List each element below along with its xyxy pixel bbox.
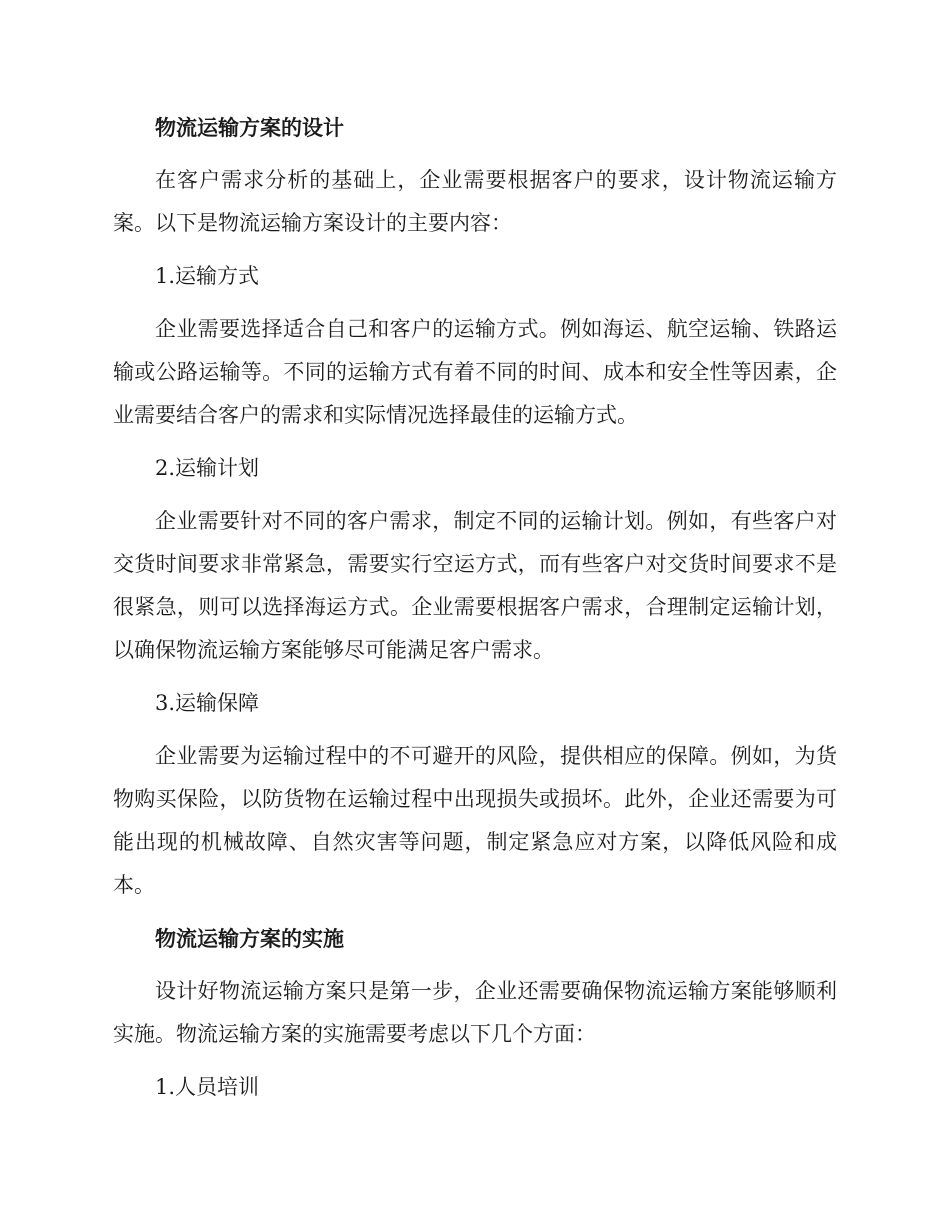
item-text-transport-mode: 企业需要选择适合自己和客户的运输方式。例如海运、航空运输、铁路运输或公路运输等。不同的运输方式有着不同的时间、成本和安全性等因素，企业需要结合客户的需求和实际情况选择最佳的运输方式。 — [113, 317, 837, 427]
item-title-transport-guarantee: 3.运输保障 — [155, 691, 260, 715]
section-heading-implementation: 物流运输方案的实施 — [155, 926, 344, 951]
item-title-transport-mode: 1.运输方式 — [155, 264, 260, 288]
section-intro-implementation: 设计好物流运输方案只是第一步，企业还需要确保物流运输方案能够顺利实施。物流运输方案的实施需要考虑以下几个方面： — [113, 979, 837, 1046]
section-intro-design: 在客户需求分析的基础上，企业需要根据客户的要求，设计物流运输方案。以下是物流运输方案设计的主要内容： — [113, 168, 837, 235]
item-title-transport-plan: 2.运输计划 — [155, 456, 260, 480]
item-text-transport-guarantee: 企业需要为运输过程中的不可避开的风险，提供相应的保障。例如，为货物购买保险，以防货物在运输过程中出现损失或损坏。此外，企业还需要为可能出现的机械故障、自然灾害等问题，制定紧急应对方案，以降低风险和成本。 — [113, 744, 837, 897]
section-heading-design: 物流运输方案的设计 — [155, 115, 344, 140]
document-page — [113, 106, 837, 1119]
item-text-transport-plan: 企业需要针对不同的客户需求，制定不同的运输计划。例如，有些客户对交货时间要求非常紧急，需要实行空运方式，而有些客户对交货时间要求不是很紧急，则可以选择海运方式。企业需要根据客户需求，合理制定运输计划，以确保物流运输方案能够尽可能满足客户需求。 — [113, 509, 837, 662]
item-title-staff-training: 1.人员培训 — [155, 1075, 260, 1099]
